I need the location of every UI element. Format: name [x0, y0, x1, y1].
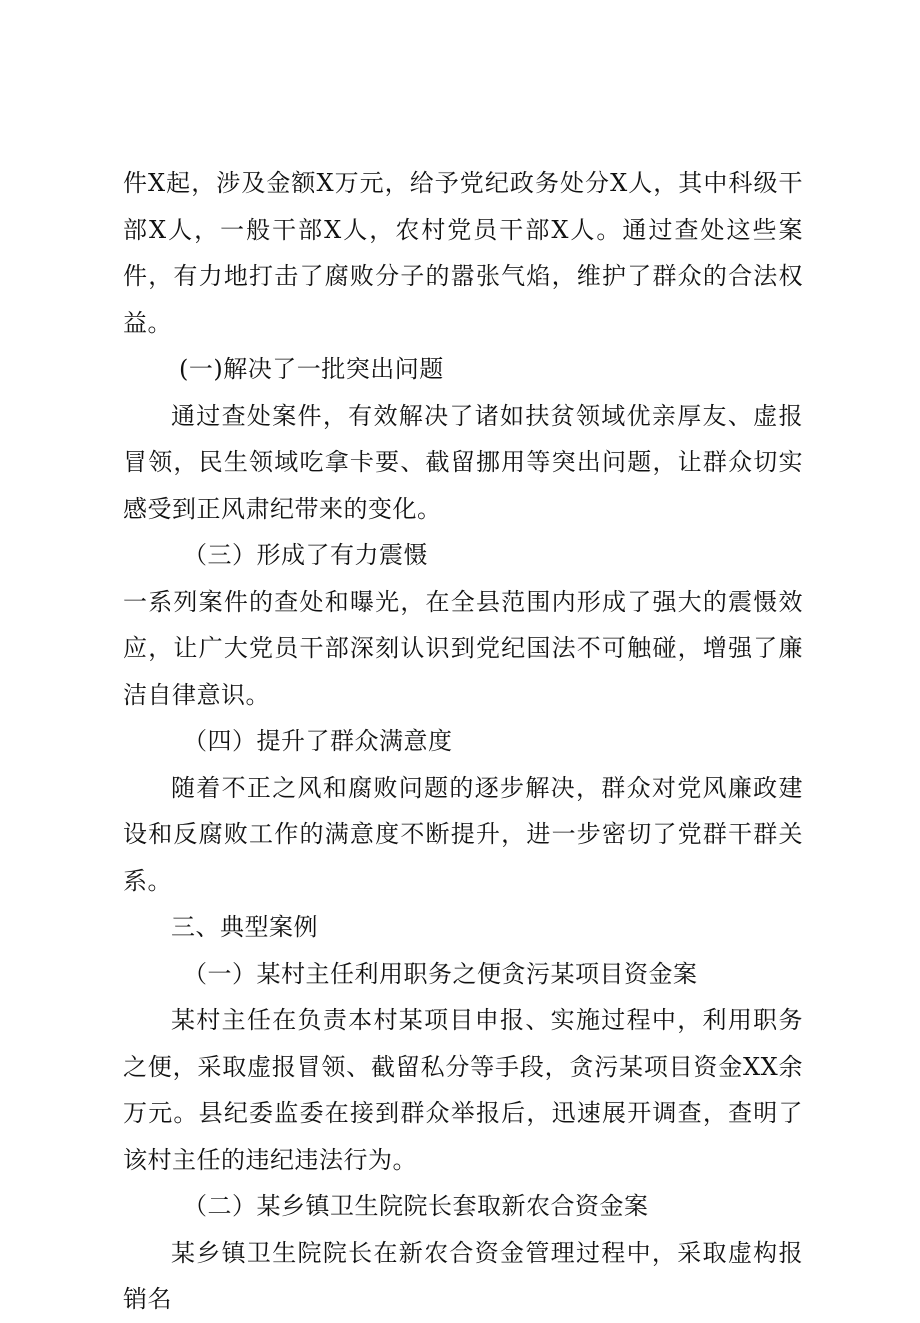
paragraph-solved-problems: 通过查处案件，有效解决了诸如扶贫领域优亲厚友、虚报冒领，民生领域吃拿卡要、截留挪用等突出问题，让群众切实感受到正风肃纪带来的变化。	[123, 401, 803, 523]
heading-satisfaction: （四）提升了群众满意度	[183, 727, 453, 755]
heading-case-one: （一）某村主任利用职务之便贪污某项目资金案	[183, 959, 698, 988]
paragraph-case-one: 某村主任在负责本村某项目申报、实施过程中，利用职务之便，采取虚报冒领、截留私分等手段，贪污某项目资金XX余万元。县纪委监委在接到群众举报后，迅速展开调查，查明了该村主任的违纪违法行为。	[123, 1006, 803, 1174]
paragraph-satisfaction: 随着不正之风和腐败问题的逐步解决，群众对党风廉政建设和反腐败工作的满意度不断提升，进一步密切了党群干群关系。	[123, 773, 803, 895]
paragraph-deterrence: 一系列案件的查处和曝光，在全县范围内形成了强大的震慑效应，让广大党员干部深刻认识到党纪国法不可触碰，增强了廉洁自律意识。	[123, 587, 803, 709]
document-body	[123, 160, 803, 1323]
paragraph-case-two: 某乡镇卫生院院长在新农合资金管理过程中，采取虚构报销名	[123, 1238, 803, 1313]
heading-deterrence: （三）形成了有力震慑	[183, 541, 428, 569]
paragraph-case-statistics: 件X起，涉及金额X万元，给予党纪政务处分X人，其中科级干部X人，一般干部X人，农村党员干部X人。通过查处这些案件，有力地打击了腐败分子的嚣张气焰，维护了群众的合法权益。	[123, 169, 803, 337]
section-heading-typical-cases: 三、典型案例	[171, 913, 318, 941]
heading-solved-problems: (一)解决了一批突出问题	[179, 355, 444, 383]
heading-case-two: （二）某乡镇卫生院院长套取新农合资金案	[183, 1192, 649, 1220]
